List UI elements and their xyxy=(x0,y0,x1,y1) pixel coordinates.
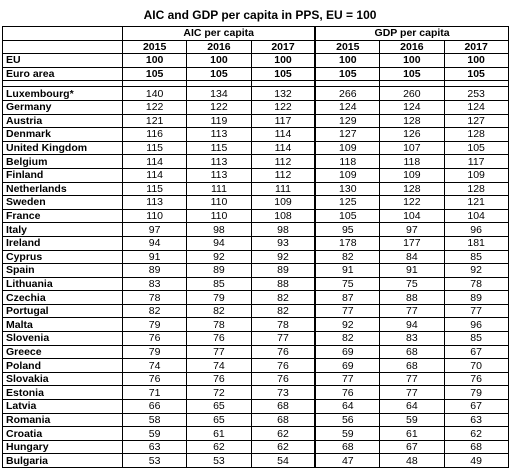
gdp-value-cell: 91 xyxy=(315,264,379,278)
row-label: Romania xyxy=(3,413,123,427)
table-row xyxy=(3,236,509,250)
aic-value-cell: 111 xyxy=(187,182,251,196)
gdp-value-cell: 88 xyxy=(380,291,444,305)
aic-value-cell: 78 xyxy=(251,318,315,332)
gdp-value-cell: 125 xyxy=(315,196,379,210)
aic-value-cell: 62 xyxy=(251,427,315,441)
aic-value-cell: 79 xyxy=(187,291,251,305)
aic-value-cell: 76 xyxy=(251,359,315,373)
aic-value-cell: 105 xyxy=(187,67,251,81)
gdp-value-cell: 100 xyxy=(380,54,444,68)
gdp-value-cell: 76 xyxy=(444,372,508,386)
aic-value-cell: 110 xyxy=(187,196,251,210)
aic-value-cell: 77 xyxy=(251,332,315,346)
gdp-value-cell: 89 xyxy=(444,291,508,305)
row-label: Denmark xyxy=(3,128,123,142)
row-label: Poland xyxy=(3,359,123,373)
aic-value-cell: 77 xyxy=(187,345,251,359)
aic-value-cell: 122 xyxy=(251,100,315,114)
table-row xyxy=(3,318,509,332)
row-label: Malta xyxy=(3,318,123,332)
table-row xyxy=(3,440,509,454)
row-label: Croatia xyxy=(3,427,123,441)
row-label: Finland xyxy=(3,168,123,182)
gdp-value-cell: 122 xyxy=(380,196,444,210)
gdp-value-cell: 128 xyxy=(444,128,508,142)
aic-value-cell: 114 xyxy=(251,141,315,155)
gdp-value-cell: 87 xyxy=(315,291,379,305)
gdp-value-cell: 77 xyxy=(315,372,379,386)
aic-value-cell: 73 xyxy=(251,386,315,400)
gdp-value-cell: 266 xyxy=(315,87,379,101)
gdp-value-cell: 82 xyxy=(315,250,379,264)
gdp-value-cell: 121 xyxy=(444,196,508,210)
gdp-value-cell: 67 xyxy=(444,345,508,359)
gdp-value-cell: 94 xyxy=(380,318,444,332)
year-header-gdp: 2015 xyxy=(315,40,379,54)
aic-value-cell: 63 xyxy=(123,440,187,454)
gdp-value-cell: 118 xyxy=(315,155,379,169)
gdp-value-cell: 130 xyxy=(315,182,379,196)
aic-value-cell: 76 xyxy=(123,332,187,346)
table-row xyxy=(3,250,509,264)
aic-value-cell: 105 xyxy=(123,67,187,81)
gdp-value-cell: 109 xyxy=(380,168,444,182)
aic-value-cell: 71 xyxy=(123,386,187,400)
aic-value-cell: 92 xyxy=(251,250,315,264)
aic-value-cell: 112 xyxy=(251,155,315,169)
row-label: Cyprus xyxy=(3,250,123,264)
gdp-value-cell: 109 xyxy=(444,168,508,182)
gdp-value-cell: 128 xyxy=(444,182,508,196)
table-row xyxy=(3,332,509,346)
aic-value-cell: 76 xyxy=(251,372,315,386)
gdp-value-cell: 75 xyxy=(380,277,444,291)
table-row xyxy=(3,345,509,359)
table-row xyxy=(3,67,509,81)
gdp-value-cell: 64 xyxy=(315,400,379,414)
row-label: Ireland xyxy=(3,236,123,250)
gdp-value-cell: 64 xyxy=(380,400,444,414)
gdp-value-cell: 105 xyxy=(315,209,379,223)
row-label: Luxembourg* xyxy=(3,87,123,101)
gdp-value-cell: 260 xyxy=(380,87,444,101)
year-header-gdp: 2017 xyxy=(444,40,508,54)
gdp-value-cell: 96 xyxy=(444,223,508,237)
gdp-value-cell: 178 xyxy=(315,236,379,250)
gdp-value-cell: 91 xyxy=(380,264,444,278)
table-row xyxy=(3,114,509,128)
gdp-value-cell: 85 xyxy=(444,250,508,264)
table-row xyxy=(3,155,509,169)
aic-value-cell: 59 xyxy=(123,427,187,441)
aic-value-cell: 85 xyxy=(187,277,251,291)
gdp-value-cell: 68 xyxy=(380,359,444,373)
gdp-value-cell: 177 xyxy=(380,236,444,250)
aic-value-cell: 65 xyxy=(187,413,251,427)
gdp-value-cell: 77 xyxy=(444,304,508,318)
aic-value-cell: 94 xyxy=(123,236,187,250)
gdp-value-cell: 127 xyxy=(444,114,508,128)
table-row xyxy=(3,304,509,318)
aic-value-cell: 98 xyxy=(187,223,251,237)
aic-value-cell: 76 xyxy=(251,345,315,359)
gdp-value-cell: 127 xyxy=(315,128,379,142)
aic-value-cell: 53 xyxy=(187,454,251,468)
gdp-value-cell: 105 xyxy=(380,67,444,81)
aic-value-cell: 110 xyxy=(187,209,251,223)
corner-cell xyxy=(3,27,123,41)
gdp-value-cell: 92 xyxy=(444,264,508,278)
table-row xyxy=(3,413,509,427)
gdp-value-cell: 68 xyxy=(380,345,444,359)
group-header-row xyxy=(3,27,509,41)
aic-value-cell: 89 xyxy=(187,264,251,278)
aic-value-cell: 122 xyxy=(123,100,187,114)
row-label: Austria xyxy=(3,114,123,128)
table-row xyxy=(3,223,509,237)
aic-value-cell: 66 xyxy=(123,400,187,414)
gdp-value-cell: 68 xyxy=(444,440,508,454)
gdp-value-cell: 78 xyxy=(444,277,508,291)
group-header-aic: AIC per capita xyxy=(123,27,316,41)
gdp-value-cell: 59 xyxy=(315,427,379,441)
row-label: Bulgaria xyxy=(3,454,123,468)
aic-value-cell: 61 xyxy=(187,427,251,441)
gdp-value-cell: 109 xyxy=(315,168,379,182)
aic-value-cell: 115 xyxy=(123,141,187,155)
table-row xyxy=(3,386,509,400)
gdp-value-cell: 95 xyxy=(315,223,379,237)
aic-value-cell: 78 xyxy=(123,291,187,305)
table-row xyxy=(3,427,509,441)
gdp-value-cell: 104 xyxy=(380,209,444,223)
table-row xyxy=(3,128,509,142)
aic-value-cell: 62 xyxy=(187,440,251,454)
aic-value-cell: 79 xyxy=(123,318,187,332)
aic-value-cell: 91 xyxy=(123,250,187,264)
row-label: Euro area xyxy=(3,67,123,81)
aic-value-cell: 93 xyxy=(251,236,315,250)
gdp-value-cell: 63 xyxy=(444,413,508,427)
row-label: Slovakia xyxy=(3,372,123,386)
aggregates-body xyxy=(3,54,509,81)
aic-value-cell: 100 xyxy=(123,54,187,68)
aic-value-cell: 89 xyxy=(123,264,187,278)
gdp-value-cell: 128 xyxy=(380,114,444,128)
aic-value-cell: 74 xyxy=(187,359,251,373)
aic-value-cell: 105 xyxy=(251,67,315,81)
aic-value-cell: 113 xyxy=(187,168,251,182)
countries-body xyxy=(3,87,509,468)
aic-value-cell: 122 xyxy=(187,100,251,114)
aic-value-cell: 76 xyxy=(187,372,251,386)
corner-cell xyxy=(3,40,123,54)
gdp-value-cell: 75 xyxy=(315,277,379,291)
gdp-value-cell: 70 xyxy=(444,359,508,373)
aic-value-cell: 115 xyxy=(123,182,187,196)
gdp-value-cell: 77 xyxy=(380,372,444,386)
gdp-value-cell: 69 xyxy=(315,345,379,359)
aic-value-cell: 112 xyxy=(251,168,315,182)
gdp-value-cell: 126 xyxy=(380,128,444,142)
row-label: Czechia xyxy=(3,291,123,305)
aic-value-cell: 119 xyxy=(187,114,251,128)
gdp-value-cell: 83 xyxy=(380,332,444,346)
gdp-value-cell: 124 xyxy=(380,100,444,114)
row-label: Hungary xyxy=(3,440,123,454)
aic-value-cell: 94 xyxy=(187,236,251,250)
row-label: Spain xyxy=(3,264,123,278)
table-row xyxy=(3,141,509,155)
gdp-value-cell: 76 xyxy=(315,386,379,400)
table-title: AIC and GDP per capita in PPS, EU = 100 xyxy=(143,8,377,22)
row-label: Italy xyxy=(3,223,123,237)
gdp-value-cell: 107 xyxy=(380,141,444,155)
year-header-aic: 2015 xyxy=(123,40,187,54)
gdp-value-cell: 97 xyxy=(380,223,444,237)
gdp-value-cell: 77 xyxy=(380,386,444,400)
aic-value-cell: 65 xyxy=(187,400,251,414)
gdp-value-cell: 109 xyxy=(315,141,379,155)
aic-value-cell: 108 xyxy=(251,209,315,223)
row-label: Estonia xyxy=(3,386,123,400)
aic-value-cell: 100 xyxy=(251,54,315,68)
table-row xyxy=(3,372,509,386)
gdp-value-cell: 92 xyxy=(315,318,379,332)
aic-value-cell: 89 xyxy=(251,264,315,278)
aic-value-cell: 76 xyxy=(187,332,251,346)
table-row xyxy=(3,100,509,114)
row-label: EU xyxy=(3,54,123,68)
aic-value-cell: 79 xyxy=(123,345,187,359)
gdp-value-cell: 128 xyxy=(380,182,444,196)
aic-value-cell: 58 xyxy=(123,413,187,427)
gdp-value-cell: 105 xyxy=(444,67,508,81)
aic-value-cell: 76 xyxy=(123,372,187,386)
aic-value-cell: 114 xyxy=(251,128,315,142)
gdp-value-cell: 253 xyxy=(444,87,508,101)
aic-value-cell: 68 xyxy=(251,400,315,414)
table-row xyxy=(3,291,509,305)
year-header-row xyxy=(3,40,509,54)
aic-value-cell: 88 xyxy=(251,277,315,291)
aic-value-cell: 114 xyxy=(123,168,187,182)
aic-value-cell: 117 xyxy=(251,114,315,128)
table-row xyxy=(3,196,509,210)
aic-value-cell: 97 xyxy=(123,223,187,237)
gdp-value-cell: 124 xyxy=(444,100,508,114)
row-label: Sweden xyxy=(3,196,123,210)
gdp-value-cell: 100 xyxy=(444,54,508,68)
gdp-value-cell: 77 xyxy=(315,304,379,318)
gdp-value-cell: 49 xyxy=(444,454,508,468)
aic-value-cell: 98 xyxy=(251,223,315,237)
aic-value-cell: 74 xyxy=(123,359,187,373)
gdp-value-cell: 85 xyxy=(444,332,508,346)
aic-value-cell: 100 xyxy=(187,54,251,68)
aic-value-cell: 62 xyxy=(251,440,315,454)
year-header-gdp: 2016 xyxy=(380,40,444,54)
gdp-value-cell: 48 xyxy=(380,454,444,468)
row-label: Greece xyxy=(3,345,123,359)
row-label: Portugal xyxy=(3,304,123,318)
gdp-value-cell: 117 xyxy=(444,155,508,169)
gdp-value-cell: 69 xyxy=(315,359,379,373)
aic-value-cell: 82 xyxy=(251,291,315,305)
row-label: United Kingdom xyxy=(3,141,123,155)
gdp-value-cell: 82 xyxy=(315,332,379,346)
aic-value-cell: 78 xyxy=(187,318,251,332)
aic-value-cell: 113 xyxy=(123,196,187,210)
gdp-value-cell: 59 xyxy=(380,413,444,427)
row-label: France xyxy=(3,209,123,223)
row-label: Netherlands xyxy=(3,182,123,196)
table-row xyxy=(3,54,509,68)
aic-value-cell: 140 xyxy=(123,87,187,101)
gdp-value-cell: 105 xyxy=(444,141,508,155)
table-row xyxy=(3,264,509,278)
aic-value-cell: 92 xyxy=(187,250,251,264)
gdp-value-cell: 77 xyxy=(380,304,444,318)
gdp-value-cell: 100 xyxy=(315,54,379,68)
aic-value-cell: 121 xyxy=(123,114,187,128)
table-row xyxy=(3,454,509,468)
gdp-value-cell: 105 xyxy=(315,67,379,81)
gdp-value-cell: 129 xyxy=(315,114,379,128)
table-row xyxy=(3,277,509,291)
aic-value-cell: 83 xyxy=(123,277,187,291)
gdp-value-cell: 84 xyxy=(380,250,444,264)
row-label: Belgium xyxy=(3,155,123,169)
aic-value-cell: 72 xyxy=(187,386,251,400)
row-label: Slovenia xyxy=(3,332,123,346)
aic-value-cell: 114 xyxy=(123,155,187,169)
table-row xyxy=(3,87,509,101)
gdp-value-cell: 124 xyxy=(315,100,379,114)
aic-value-cell: 82 xyxy=(251,304,315,318)
gdp-value-cell: 67 xyxy=(444,400,508,414)
gdp-value-cell: 47 xyxy=(315,454,379,468)
row-label: Germany xyxy=(3,100,123,114)
gdp-value-cell: 56 xyxy=(315,413,379,427)
aic-value-cell: 115 xyxy=(187,141,251,155)
gdp-value-cell: 79 xyxy=(444,386,508,400)
aic-value-cell: 54 xyxy=(251,454,315,468)
gdp-value-cell: 67 xyxy=(380,440,444,454)
aic-value-cell: 109 xyxy=(251,196,315,210)
gdp-value-cell: 61 xyxy=(380,427,444,441)
gdp-value-cell: 68 xyxy=(315,440,379,454)
table-row xyxy=(3,400,509,414)
group-header-gdp: GDP per capita xyxy=(315,27,508,41)
aic-value-cell: 116 xyxy=(123,128,187,142)
aic-value-cell: 68 xyxy=(251,413,315,427)
aic-value-cell: 134 xyxy=(187,87,251,101)
table-row xyxy=(3,359,509,373)
aic-value-cell: 110 xyxy=(123,209,187,223)
table-row xyxy=(3,182,509,196)
table-row xyxy=(3,209,509,223)
table-row xyxy=(3,168,509,182)
aic-value-cell: 113 xyxy=(187,128,251,142)
aic-value-cell: 82 xyxy=(123,304,187,318)
gdp-value-cell: 104 xyxy=(444,209,508,223)
year-header-aic: 2016 xyxy=(187,40,251,54)
gdp-value-cell: 96 xyxy=(444,318,508,332)
aic-value-cell: 53 xyxy=(123,454,187,468)
gdp-value-cell: 62 xyxy=(444,427,508,441)
row-label: Lithuania xyxy=(3,277,123,291)
year-header-aic: 2017 xyxy=(251,40,315,54)
aic-value-cell: 113 xyxy=(187,155,251,169)
gdp-value-cell: 118 xyxy=(380,155,444,169)
gdp-value-cell: 181 xyxy=(444,236,508,250)
row-label: Latvia xyxy=(3,400,123,414)
aic-value-cell: 111 xyxy=(251,182,315,196)
aic-gdp-table xyxy=(2,26,509,468)
aic-value-cell: 82 xyxy=(187,304,251,318)
aic-value-cell: 132 xyxy=(251,87,315,101)
